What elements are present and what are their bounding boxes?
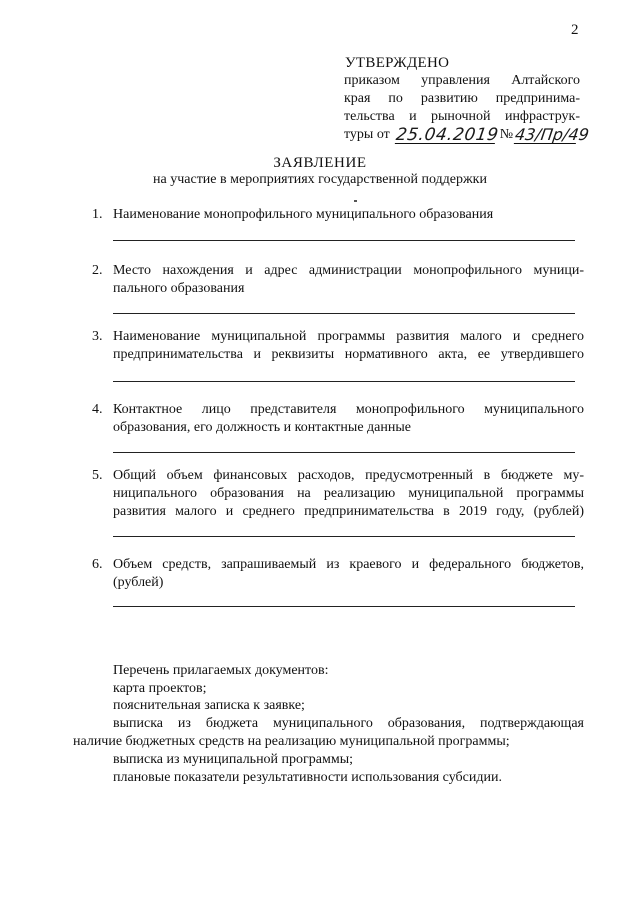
handwritten-order-number: 43/Пр/49 — [513, 125, 591, 144]
item-label-line: Место нахождения и адрес администрации монопрофильного муници- — [113, 263, 584, 278]
attachment-item: карта проектов; — [113, 681, 207, 696]
approval-line: тельства и рыночной инфраструк- — [344, 109, 580, 124]
approval-heading: УТВЕРЖДЕНО — [345, 55, 450, 71]
approval-line: края по развитию предпринима- — [344, 91, 580, 106]
item-number: 1. — [92, 207, 103, 222]
answer-line-2[interactable] — [113, 313, 575, 314]
item-label-line: пального образования — [113, 281, 245, 296]
scan-speck — [354, 200, 357, 202]
form-item-6 — [92, 556, 584, 592]
item-label-line: предпринимательства и реквизиты нормативного акта, ее утвердившего — [113, 347, 584, 362]
item-label-line: Объем средств, запрашиваемый из краевого и федерального бюджетов, — [113, 557, 584, 572]
form-item-2 — [92, 262, 584, 298]
approval-date-line — [344, 125, 591, 145]
item-number: 4. — [92, 402, 103, 417]
answer-line-5[interactable] — [113, 536, 575, 537]
document-title: ЗАЯВЛЕНИЕ — [273, 155, 367, 171]
item-number: 6. — [92, 557, 103, 572]
page-number: 2 — [571, 22, 579, 38]
item-number: 3. — [92, 329, 103, 344]
form-item-3 — [92, 328, 584, 364]
form-item-5 — [92, 467, 584, 521]
item-label-line: Наименование муниципальной программы развития малого и среднего — [113, 329, 584, 344]
item-label-line: (рублей) — [113, 575, 164, 590]
attachment-item: выписка из муниципальной программы; — [113, 752, 354, 767]
attachment-item: пояснительная записка к заявке; — [113, 698, 305, 713]
attachments-heading: Перечень прилагаемых документов: — [113, 663, 329, 678]
handwritten-date: 25.04.2019 — [394, 125, 500, 145]
answer-line-1[interactable] — [113, 240, 575, 241]
form-item-1 — [92, 206, 584, 224]
attachment-item-line: выписка из бюджета муниципального образования, подтверждающая — [113, 716, 584, 731]
approval-line: приказом управления Алтайского — [344, 73, 580, 88]
answer-line-4[interactable] — [113, 452, 575, 453]
answer-line-6[interactable] — [113, 606, 575, 607]
item-label-line: Общий объем финансовых расходов, предусмотренный в бюджете му- — [113, 468, 584, 483]
item-label-line: развития малого и среднего предпринимательства в 2019 году, (рублей) — [113, 504, 584, 519]
answer-line-3[interactable] — [113, 381, 575, 382]
item-label-line: ниципального образования на реализацию муниципальной программы — [113, 486, 584, 501]
attachment-item-wrapped — [73, 715, 584, 751]
form-item-4 — [92, 401, 584, 437]
item-label-line: образования, его должность и контактные данные — [113, 420, 411, 435]
document-subtitle: на участие в мероприятиях государственной поддержки — [153, 172, 487, 187]
approval-line-prefix: туры от — [344, 127, 390, 142]
number-sign: № — [499, 127, 514, 142]
approval-block — [344, 72, 591, 145]
item-number: 2. — [92, 263, 103, 278]
item-label: Наименование монопрофильного муниципального образования — [113, 207, 494, 222]
item-label-line: Контактное лицо представителя монопрофильного муниципального — [113, 402, 584, 417]
attachment-item: плановые показатели результативности использования субсидии. — [113, 770, 502, 785]
item-number: 5. — [92, 468, 103, 483]
attachment-item-line: наличие бюджетных средств на реализацию муниципальной программы; — [73, 734, 510, 749]
